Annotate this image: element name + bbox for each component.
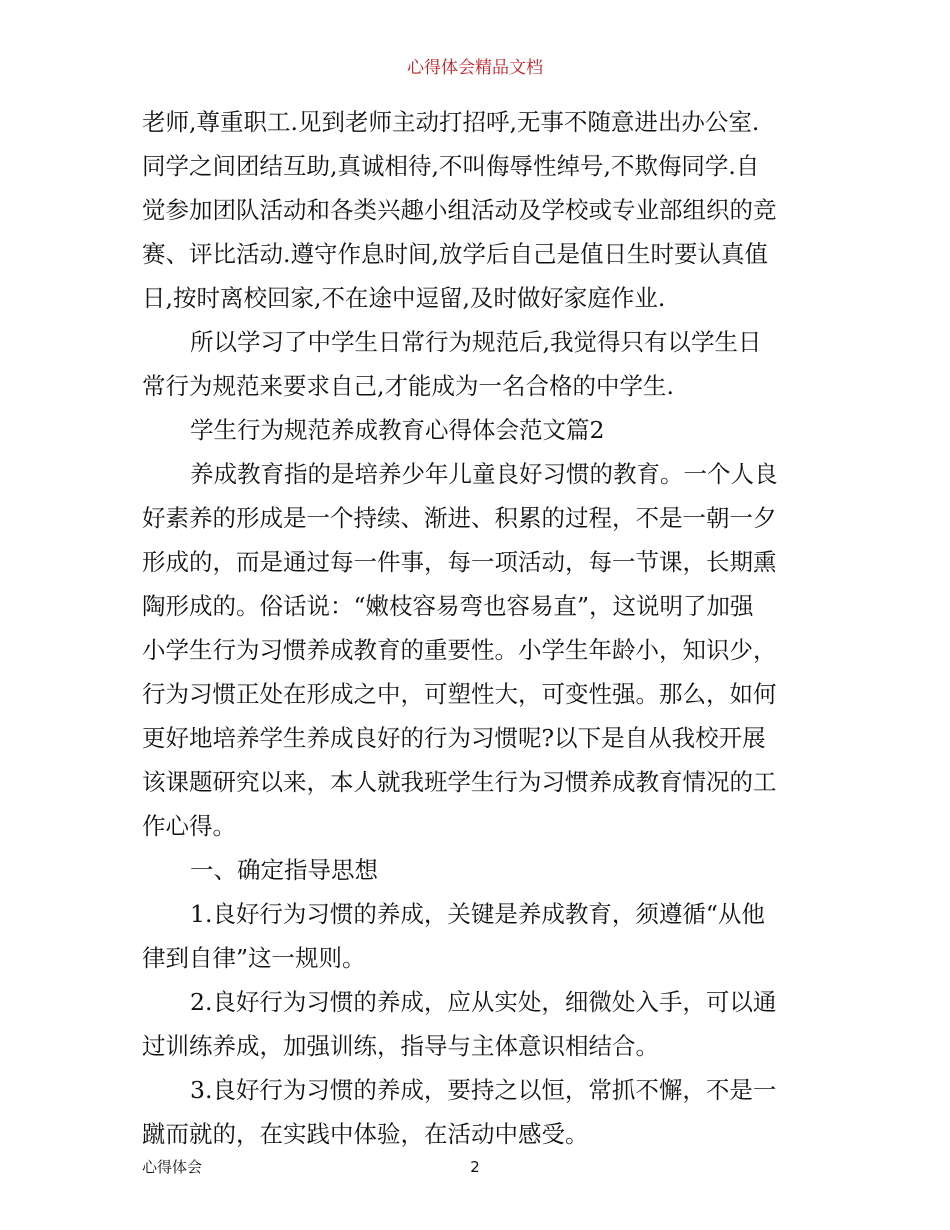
text-line: 陶形成的。俗话说：“嫩枝容易弯也容易直”，这说明了加强 — [142, 592, 754, 620]
text-line: 好素养的形成是一个持续、渐进、积累的过程，不是一朝一夕 — [142, 504, 777, 532]
text-line: 常行为规范来要求自己,才能成为一名合格的中学生. — [142, 372, 674, 400]
text-line: 更好地培养学生养成良好的行为习惯呢?以下是自从我校开展 — [142, 724, 766, 752]
document-body — [142, 100, 812, 1156]
section-heading: 学生行为规范养成教育心得体会范文篇2 — [190, 416, 605, 444]
text-line: 同学之间团结互助,真诚相待,不叫侮辱性绰号,不欺侮同学.自 — [142, 152, 760, 180]
text-line: 律到自律”这一规则。 — [142, 944, 366, 972]
document-header-title: 心得体会精品文档 — [407, 58, 543, 78]
page-number: 2 — [470, 1158, 480, 1176]
text-line: 日,按时离校回家,不在途中逗留,及时做好家庭作业. — [142, 284, 666, 312]
paragraph-start-line: 养成教育指的是培养少年儿童良好习惯的教育。一个人良 — [190, 460, 778, 488]
text-line: 老师,尊重职工.见到老师主动打招呼,无事不随意进出办公室. — [142, 108, 760, 136]
text-line: 该课题研究以来，本人就我班学生行为习惯养成教育情况的工 — [142, 768, 777, 796]
list-item-3-start: 3.良好行为习惯的养成，要持之以恒，常抓不懈，不是一 — [190, 1076, 777, 1104]
footer-label: 心得体会 — [142, 1158, 203, 1176]
list-item-2-start: 2.良好行为习惯的养成，应从实处，细微处入手，可以通 — [190, 988, 777, 1016]
text-line: 赛、评比活动.遵守作息时间,放学后自己是值日生时要认真值 — [142, 240, 768, 268]
text-line: 形成的，而是通过每一件事，每一项活动，每一节课，长期熏 — [142, 548, 777, 576]
text-line: 蹴而就的，在实践中体验，在活动中感受。 — [142, 1120, 589, 1148]
text-line: 过训练养成，加强训练，指导与主体意识相结合。 — [142, 1032, 659, 1060]
list-item-1-start: 1.良好行为习惯的养成，关键是养成教育，须遵循“从他 — [190, 900, 765, 928]
text-line: 小学生行为习惯养成教育的重要性。小学生年龄小，知识少， — [142, 636, 777, 664]
paragraph-start-line: 所以学习了中学生日常行为规范后,我觉得只有以学生日 — [190, 328, 762, 356]
text-line: 行为习惯正处在形成之中，可塑性大，可变性强。那么，如何 — [142, 680, 777, 708]
subsection-heading: 一、确定指导思想 — [190, 856, 378, 884]
text-line: 觉参加团队活动和各类兴趣小组活动及学校或专业部组织的竞 — [142, 196, 777, 224]
text-line: 作心得。 — [142, 812, 236, 840]
